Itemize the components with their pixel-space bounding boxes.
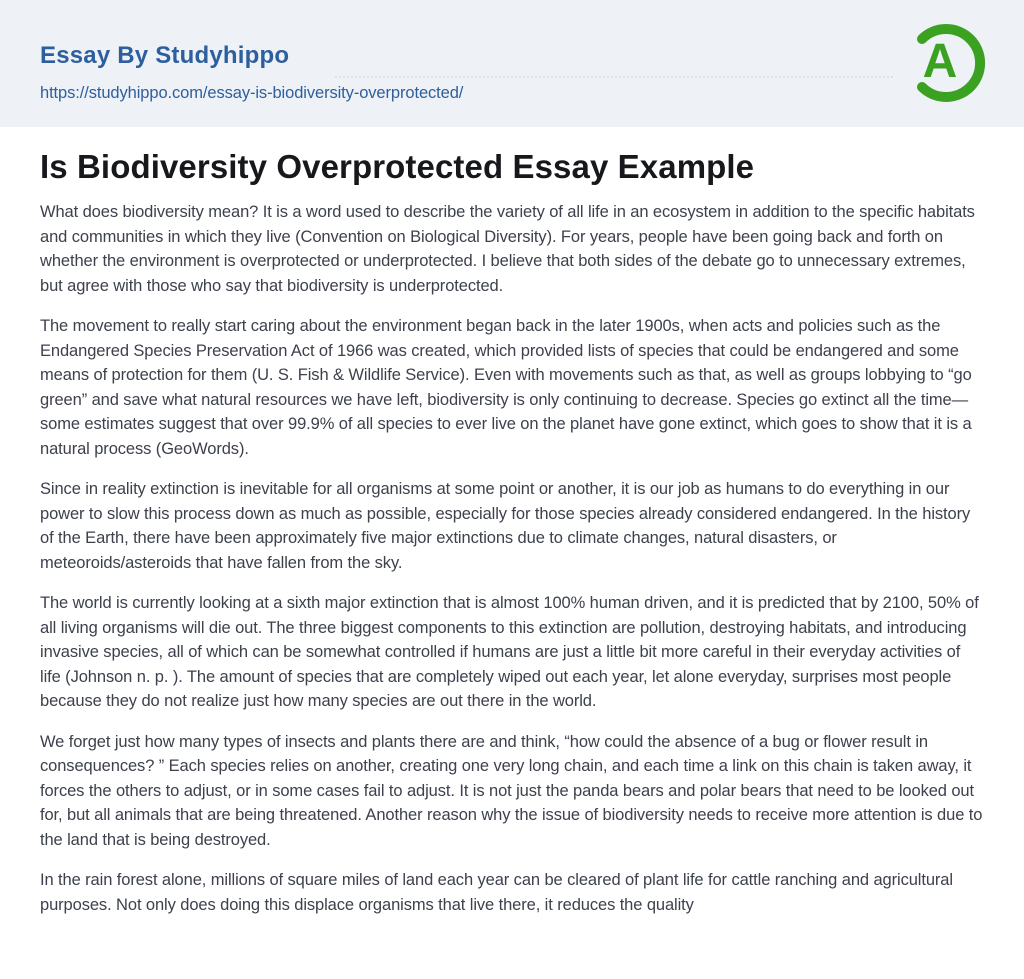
essay-paragraph: The movement to really start caring about the environment began back in the later 1900s, when acts and policies such as the Endangered Species Preservation Act of 1966 was created, which provided lists of species that could be endangered and some means of protection for them (U. S. Fish & Wildlife Service). Even with movements such as that, as well as groups lobbying to “go green” and save what natural resources we have left, biodiversity is only continuing to decrease. Species go extinct all the time—some estimates suggest that over 99.9% of all species to ever live on the planet have gone extinct, which goes to show that it is a natural process (GeoWords).	[40, 317, 972, 458]
essay-paragraph: Since in reality extinction is inevitable for all organisms at some point or another, it is our job as humans to do everything in our power to slow this process down as much as possible, especially for those species already considered endangered. In the history of the Earth, there have been approximately five major extinctions due to climate changes, natural disasters, or meteoroids/asteroids that have fallen from the sky.	[40, 480, 971, 572]
page-header	[0, 0, 1024, 127]
essay-paragraph: In the rain forest alone, millions of square miles of land each year can be cleared of plant life for cattle ranching and agricultural purposes. Not only does doing this displace organisms that live there, it reduces the quality	[40, 871, 953, 914]
studyhippo-logo-icon	[908, 22, 988, 106]
essay-paragraph: The world is currently looking at a sixth major extinction that is almost 100% human driven, and it is predicted that by 2100, 50% of all living organisms will die out. The three biggest components to this extinction are pollution, destroying habitats, and introducing invasive species, all of which can be somewhat controlled if humans are just a little bit more careful in their everyday activities of life (Johnson n. p. ). The amount of species that are completely wiped out each year, let alone everyday, surprises most people because they do not realize just how many species are out there in the world.	[40, 594, 979, 710]
essay-content	[0, 149, 1024, 917]
essay-paragraph: We forget just how many types of insects and plants there are and think, “how could the absence of a bug or flower result in consequences? ” Each species relies on another, creating one very long chain, and each time a link on this chain is taken away, it forces the others to adjust, or in some cases fail to adjust. It is not just the panda bears and polar bears that need to be looked out for, but all animals that are being threatened. Another reason why the issue of biodiversity needs to receive more attention is due to the land that is being destroyed.	[40, 732, 983, 849]
site-title: Essay By Studyhippo	[40, 42, 290, 69]
essay-title: Is Biodiversity Overprotected Essay Example	[40, 148, 755, 185]
page-url-link[interactable]: https://studyhippo.com/essay-is-biodiversity-overprotected/	[40, 84, 464, 102]
logo-letter: A	[922, 35, 958, 88]
essay-paragraph: What does biodiversity mean? It is a word used to describe the variety of all life in an ecosystem in addition to the specific habitats and communities in which they live (Convention on Biological Diversity). For years, people have been going back and forth on whether the environment is overprotected or underprotected. I believe that both sides of the debate go to unnecessary extremes, but agree with those who say that biodiversity is underprotected.	[40, 203, 975, 295]
dotted-divider	[335, 76, 893, 78]
